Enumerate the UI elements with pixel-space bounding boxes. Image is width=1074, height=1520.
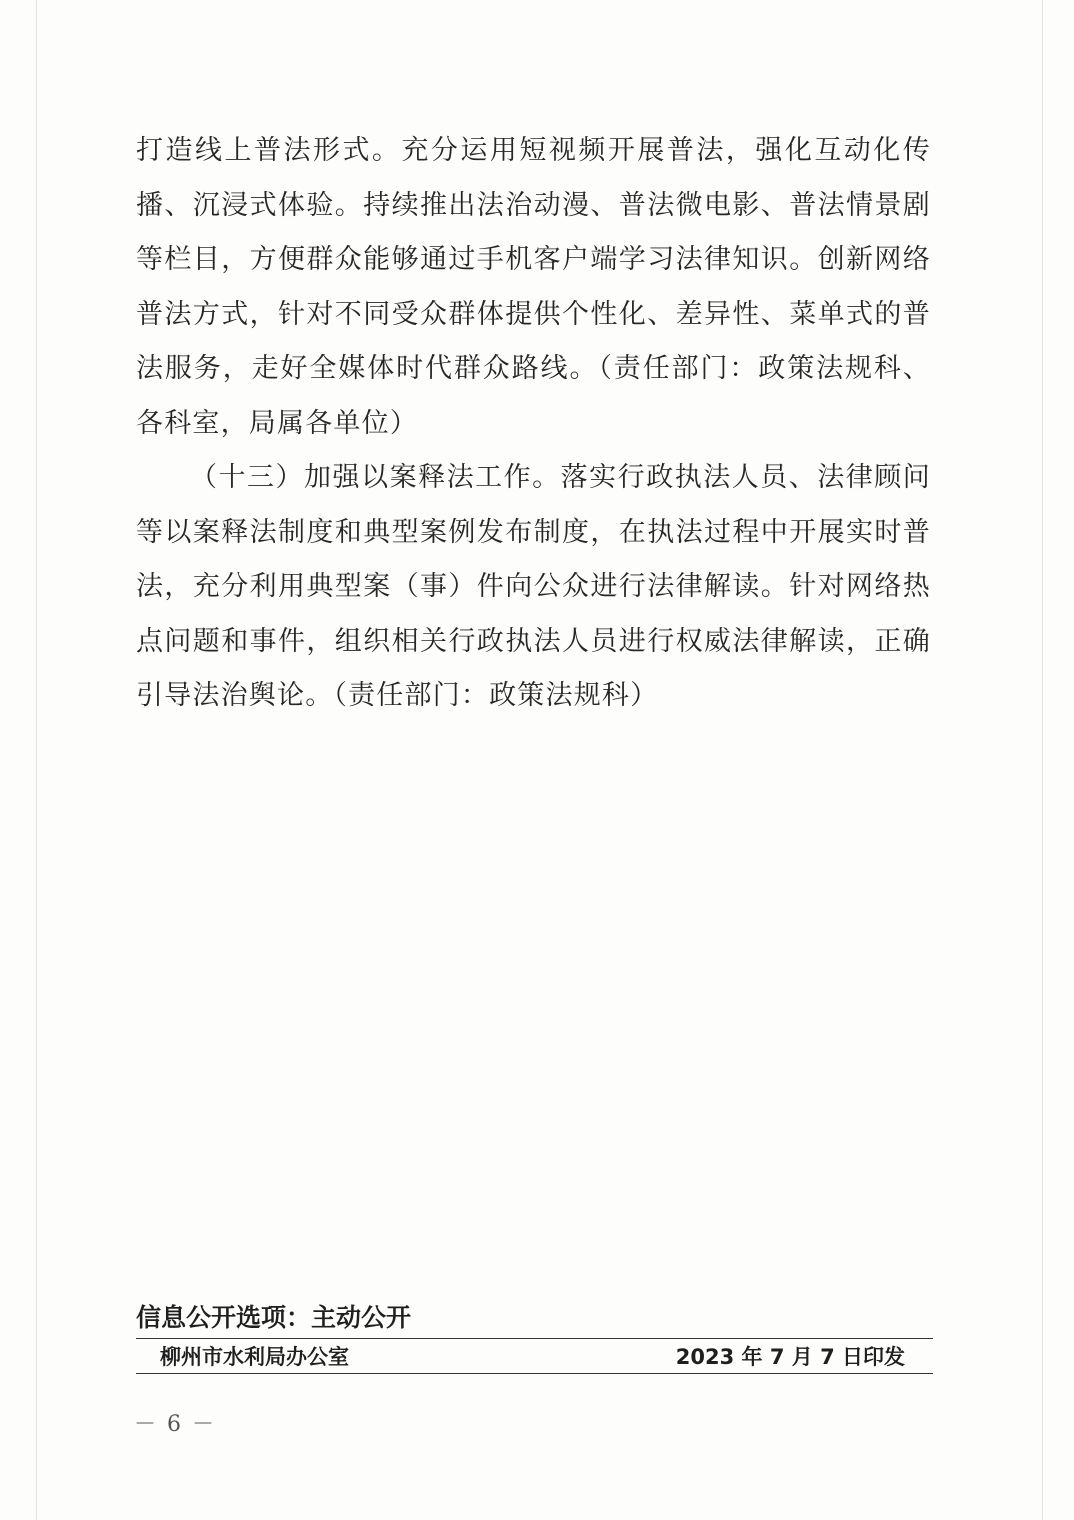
page-edge-right [1042, 0, 1043, 1520]
paragraph-online-publicity: 打造线上普法形式。充分运用短视频开展普法，强化互动化传播、沉浸式体验。持续推出法治动漫、普法微电影、普法情景剧等栏目，方便群众能够通过手机客户端学习法律知识。创新网络普法方式，针对不同受众群体提供个性化、差异性、菜单式的普法服务，走好全媒体时代群众路线。（责任部门：政策法规科、各科室，局属各单位） [136, 135, 931, 439]
paragraph-case-interpretation: （十三）加强以案释法工作。落实行政执法人员、法律顾问等以案释法制度和典型案例发布制度，在执法过程中开展实时普法，充分利用典型案（事）件向公众进行法律解读。针对网络热点问题和事件，组织相关行政执法人员进行权威法律解读，正确引导法治舆论。（责任部门：政策法规科） [136, 462, 931, 711]
issue-date: 2023 年 7 月 7 日印发 [675, 1345, 905, 1369]
footer-bottom-rule [136, 1373, 933, 1374]
page-number: － 6 － [134, 1412, 216, 1437]
document-body [136, 124, 931, 724]
issuer-name: 柳州市水利局办公室 [160, 1345, 349, 1369]
issuer-row [136, 1339, 933, 1373]
page-edge-left [36, 0, 37, 1520]
disclosure-option: 信息公开选项：主动公开 [136, 1303, 412, 1332]
document-footer [136, 1298, 933, 1374]
